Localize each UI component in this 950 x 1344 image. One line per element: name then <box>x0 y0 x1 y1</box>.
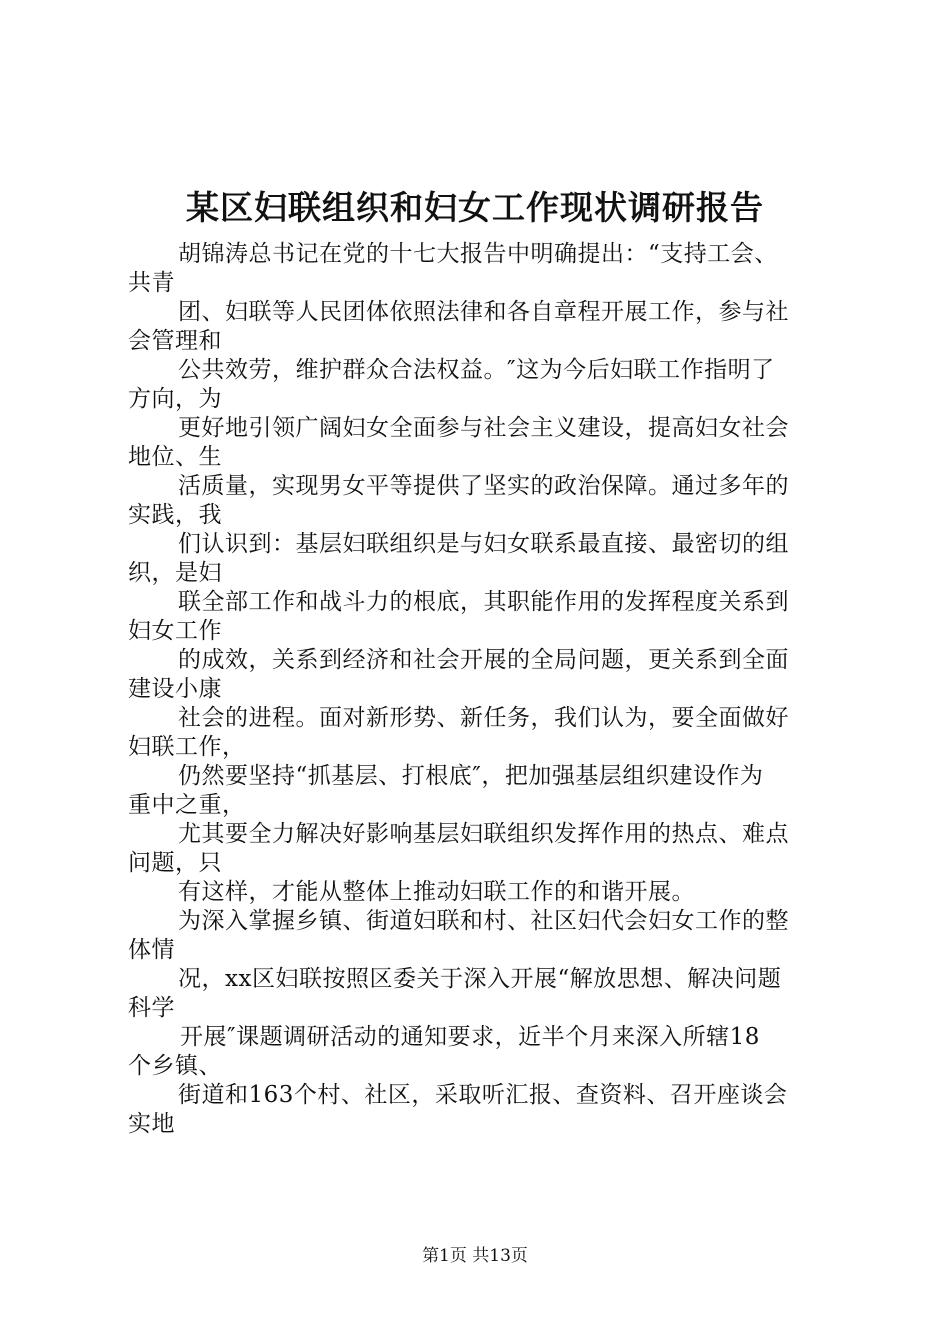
text-line: 地位、生 <box>128 444 222 470</box>
text-line: 体情 <box>128 937 175 963</box>
text-line: 科学 <box>128 995 175 1021</box>
text-line: 们认识到：基层妇联组织是与妇女联系最直接、最密切的组 <box>178 531 789 557</box>
text-line: 会管理和 <box>128 328 222 354</box>
text-line: 妇联工作， <box>128 734 246 760</box>
text-line: 况，xx区妇联按照区委关于深入开展“解放思想、解决问题 <box>178 966 782 992</box>
text-line: 的成效，关系到经济和社会开展的全局问题，更关系到全面 <box>178 647 789 673</box>
text-line: 为深入掌握乡镇、街道妇联和村、社区妇代会妇女工作的整 <box>178 908 789 934</box>
text-line: 重中之重， <box>128 792 246 818</box>
text-line: 活质量，实现男女平等提供了坚实的政治保障。通过多年的 <box>178 473 789 499</box>
text-line: 织，是妇 <box>128 560 222 586</box>
text-line: 实地 <box>128 1111 175 1137</box>
text-line: 问题，只 <box>128 850 222 876</box>
text-line: 联全部工作和战斗力的根底，其职能作用的发挥程度关系到 <box>178 589 789 615</box>
text-line: 社会的进程。面对新形势、新任务，我们认为，要全面做好 <box>178 705 789 731</box>
text-line: 尤其要全力解决好影响基层妇联组织发挥作用的热点、难点 <box>178 821 789 847</box>
text-line: 有这样，才能从整体上推动妇联工作的和谐开展。 <box>178 879 695 905</box>
text-line: 妇女工作 <box>128 618 222 644</box>
text-line: 公共效劳，维护群众合法权益。″这为今后妇联工作指明了 <box>178 357 775 383</box>
text-line: 胡锦涛总书记在党的十七大报告中明确提出：“支持工会、 <box>178 241 778 267</box>
text-line: 更好地引领广阔妇女全面参与社会主义建设，提高妇女社会 <box>178 415 789 441</box>
text-line: 仍然要坚持“抓基层、打根底″，把加强基层组织建设作为 <box>178 763 764 789</box>
text-line: 共青 <box>128 270 175 296</box>
document-title: 某区妇联组织和妇女工作现状调研报告 <box>186 188 764 227</box>
text-line: 开展″课题调研活动的通知要求，近半个月来深入所辖18 <box>180 1024 760 1050</box>
page-number: 第1页 共13页 <box>422 1246 528 1266</box>
text-line: 实践，我 <box>128 502 222 528</box>
text-line: 个乡镇、 <box>128 1053 222 1079</box>
text-line: 方向，为 <box>128 386 222 412</box>
text-line: 街道和163个村、社区，采取听汇报、查资料、召开座谈会 <box>178 1082 788 1108</box>
document-body <box>128 240 838 1139</box>
text-line: 建设小康 <box>128 676 222 702</box>
text-line: 团、妇联等人民团体依照法律和各自章程开展工作，参与社 <box>178 299 789 325</box>
